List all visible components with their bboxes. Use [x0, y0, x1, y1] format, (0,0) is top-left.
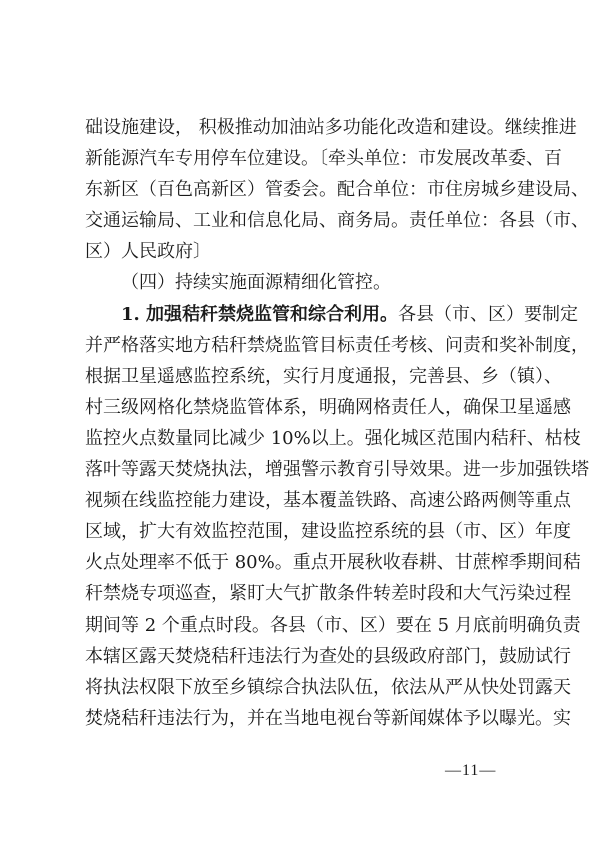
text-line: 监控火点数量同比减少 10%以上。强化城区范围内秸秆、枯枝 — [85, 427, 581, 449]
text-line: 础设施建设， 积极推动加油站多功能化改造和建设。继续推进 — [85, 117, 577, 138]
text-line: 秆禁烧专项巡查，紧盯大气扩散条件转差时段和大气污染过程 — [85, 583, 571, 605]
text-line: 火点处理率不低于 80%。重点开展秋收春耕、甘蔗榨季期间秸 — [85, 552, 581, 574]
text-line: 村三级网格化禁烧监管体系，明确网格责任人，确保卫星遥感 — [85, 396, 571, 418]
section-heading: （四）持续实施面源精细化管控。 — [121, 272, 391, 294]
item-heading: 1. 加强秸秆禁烧监管和综合利用。 — [121, 303, 399, 325]
text-line: 东新区（百色高新区）管委会。配合单位：市住房城乡建设局、 — [85, 179, 589, 201]
page-number: —11— — [445, 762, 497, 779]
text-line: 区）人民政府〕 — [85, 241, 211, 263]
text-line: 将执法权限下放至乡镇综合执法队伍，依法从严从快处罚露天 — [85, 676, 571, 698]
text-line: 视频在线监控能力建设，基本覆盖铁路、高速公路两侧等重点 — [85, 490, 571, 512]
item-heading-line — [85, 299, 579, 330]
body-text — [85, 112, 589, 734]
text-line: 焚烧秸秆违法行为，并在当地电视台等新闻媒体予以曝光。实 — [85, 707, 571, 729]
text-line: 区域，扩大有效监控范围，建设监控系统的县（市、区）年度 — [85, 521, 571, 543]
text-line: 根据卫星遥感监控系统，实行月度通报，完善县、乡（镇）、 — [85, 365, 562, 387]
text-line: 新能源汽车专用停车位建设。〔牵头单位：市发展改革委、百 — [85, 148, 562, 170]
item-heading-rest: 各县（市、区）要制定 — [398, 303, 579, 325]
text-line: 本辖区露天焚烧秸秆违法行为查处的县级政府部门，鼓励试行 — [85, 645, 571, 667]
text-line: 交通运输局、工业和信息化局、商务局。责任单位：各县（市、 — [85, 210, 589, 232]
text-line: 并严格落实地方秸秆禁烧监管目标责任考核、问责和奖补制度， — [85, 334, 589, 356]
text-line: 落叶等露天焚烧执法，增强警示教育引导效果。进一步加强铁塔 — [85, 459, 589, 481]
text-line: 期间等 2 个重点时段。各县（市、区）要在 5 月底前明确负责 — [85, 614, 581, 636]
